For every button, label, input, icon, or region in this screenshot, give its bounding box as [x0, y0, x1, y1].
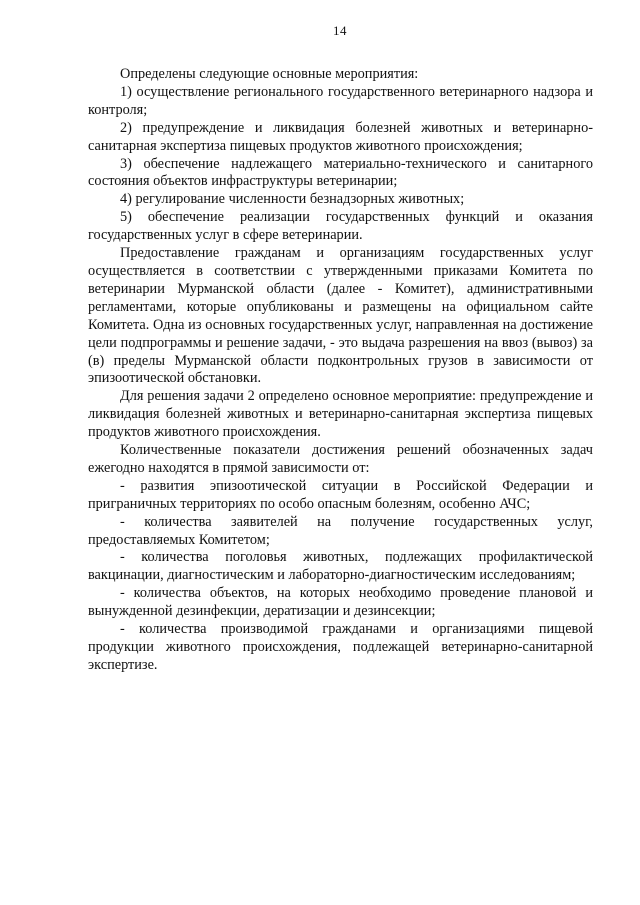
- paragraph-intro: Определены следующие основные мероприятия:: [120, 66, 419, 82]
- page-number: 14: [333, 23, 347, 38]
- paragraph-item-4: 4) регулирование численности безнадзорных животных;: [120, 191, 465, 208]
- paragraph-item-5: 5) обеспечение реализации государственных функций и оказания государственных услуг в сфере ветеринарии.: [88, 209, 593, 244]
- paragraph-item-3: 3) обеспечение надлежащего материально-технического и санитарного состояния объектов инфраструктуры ветеринарии;: [88, 155, 593, 190]
- list-item-epizootic: - развития эпизоотической ситуации в Российской Федерации и приграничных территориях по особо опасным болезням, особенно АЧС;: [88, 477, 593, 512]
- list-item-food-products: - количества производимой гражданами и организациями пищевой продукции животного происхождения, подлежащей ветеринарно-санитарной экспертизе.: [88, 621, 593, 673]
- list-item-applicants: - количества заявителей на получение государственных услуг, предоставляемых Комитетом;: [88, 513, 593, 548]
- paragraph-indicators: Количественные показатели достижения решений обозначенных задач ежегодно находятся в прямой зависимости от:: [88, 442, 593, 476]
- paragraph-services: Предоставление гражданам и организациям государственных услуг осуществляется в соответствии с утвержденными приказами Комитета по ветеринарии Мурманской области (далее - Комитет), административными регламентами, которые опубликованы и размещены на официальном сайте Комитета. Одна из основных государственных услуг, направленная на достижение цели подпрограммы и решение задачи, - это выдача разрешения на ввоз (вывоз) за (в) пределы Мурманской области подконтрольных грузов в зависимости от эпизоотической обстановки.: [88, 245, 593, 387]
- document-body: [88, 66, 593, 675]
- paragraph-task-2: Для решения задачи 2 определено основное мероприятие: предупреждение и ликвидация болезней животных и ветеринарно-санитарная экспертиза пищевых продуктов животного происхождения.: [88, 388, 593, 441]
- paragraph-item-2: 2) предупреждение и ликвидация болезней животных и ветеринарно-санитарная экспертиза пищевых продуктов животного происхождения;: [88, 119, 593, 154]
- paragraph-item-1: 1) осуществление регионального государственного ветеринарного надзора и контроля;: [88, 83, 593, 118]
- list-item-livestock: - количества поголовья животных, подлежащих профилактической вакцинации, диагностическим и лабораторно-диагностическим исследованиям;: [88, 549, 593, 584]
- list-item-objects: - количества объектов, на которых необходимо проведение плановой и вынужденной дезинфекции, дератизации и дезинсекции;: [88, 585, 593, 620]
